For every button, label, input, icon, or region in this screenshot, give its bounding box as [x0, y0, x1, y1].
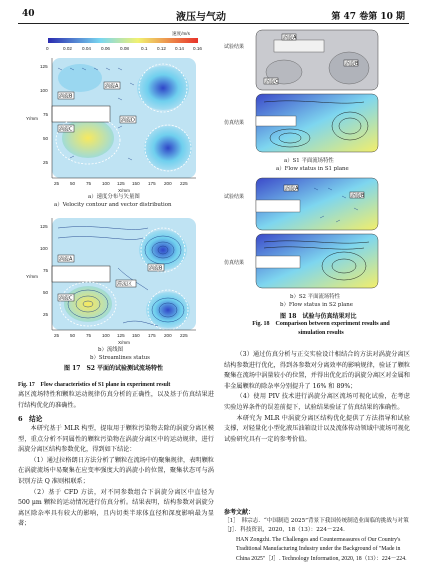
fig18a-experiment [256, 30, 378, 90]
colorbar [48, 38, 198, 43]
zone-label: 涡旋B [59, 93, 73, 100]
x-tick: 25 [54, 333, 60, 338]
x-tick: 150 [132, 181, 140, 186]
fig17-title-en: Fig. 17 Flow characteristics of S1 plane in experiment result [18, 382, 171, 388]
zone-label: 涡旋B [351, 192, 365, 199]
zone-label: 涡旋A [285, 185, 299, 192]
x-tick: 225 [180, 181, 188, 186]
fig18b-side-label: 仿真结果 [224, 260, 245, 266]
colorbar-tick: 0.1 [141, 46, 148, 51]
reference-1-cn: ［1］ 韩宗志．“中国制造 2025”背景下我国传统制造业面临的挑战与对策［J］．科技资讯，2020，18（13）：224－224． [224, 518, 409, 534]
fig17b-x-ticks [54, 333, 188, 338]
fig18-title-en: Fig. 18 Comparison between experiment results and simulation results [252, 321, 390, 336]
x-tick: 125 [117, 181, 125, 186]
zone-label: 涡旋C [59, 295, 73, 302]
left-column-text [18, 390, 214, 411]
fig18b-caption-en: b）Flow status in S2 plane [280, 302, 353, 308]
colorbar-tick: 0.08 [120, 46, 129, 51]
fig17b-plot [52, 218, 196, 330]
y-tick: 125 [40, 64, 48, 69]
x-tick: 200 [164, 181, 172, 186]
zone-label: 涡旋B [345, 60, 359, 67]
reference-1-en: HAN Zongzhi. The Challenges and Countermeasures of Our Country's Traditional Manufacturing Industry under the Background of "Made in China 2025"［J］. Technology Information, 2020, 18（13）：224－224. [236, 536, 407, 562]
fig17b-y-label: Y/mm [26, 274, 38, 279]
journal-title: 液压与气动 [176, 12, 226, 23]
colorbar-tick: 0.04 [82, 46, 91, 51]
x-tick: 200 [164, 333, 172, 338]
fig17a-x-label: X/mm [118, 188, 130, 193]
reference-1 [224, 517, 410, 564]
colorbar-tick: 0.16 [193, 46, 202, 51]
x-tick: 150 [132, 333, 140, 338]
y-tick: 50 [43, 290, 49, 295]
zone-label: 涡旋A [283, 34, 297, 41]
fig18a-caption-en: a）Flow status in S1 plane [276, 166, 349, 172]
zone-label: 滞流区 [117, 281, 133, 288]
y-tick: 125 [40, 224, 48, 229]
x-tick: 50 [70, 333, 76, 338]
fig18a-side-label: 试验结果 [224, 44, 245, 50]
fig18a-side-label: 仿真结果 [224, 120, 245, 126]
fig17a-caption-en: a）Velocity contour and vector distribution [54, 202, 172, 208]
y-tick: 75 [43, 112, 49, 117]
x-tick: 175 [148, 181, 156, 186]
zone-label: 涡旋A [59, 256, 73, 263]
y-tick: 100 [40, 88, 48, 93]
colorbar-tick: 0.12 [157, 46, 166, 51]
section-heading-conclusion: 6 结论 [18, 415, 43, 423]
zone-label: 涡旋A [105, 83, 119, 90]
fig17b-caption-en: b）Streamlines status [90, 355, 150, 361]
fig18a-simulation [256, 94, 378, 152]
x-tick: 75 [86, 333, 92, 338]
x-tick: 125 [117, 333, 125, 338]
fig17b-x-label: X/mm [118, 340, 130, 345]
issue-label: 第 47 卷第 10 期 [331, 12, 405, 22]
fig17a-caption-cn: a）速度分布与矢量图 [88, 194, 140, 200]
fig18b-side-label: 试验结果 [224, 194, 245, 200]
paragraph-end: 本研究为 MLR 中涡旋分离区结构优化提供了方法指导和试验支撑，对轻量化小型化液压油箱设计以及流体传动领域中流场可视化试验研究具有一定的参考价值。 [224, 414, 410, 443]
conclusion-item-3: （3）通过仿真分析与正交实验设计相结合的方法对涡旋分离区结构参数进行优化，得到各参数对分离效率的影响规律，验证了颗粒聚集在流场中涡量较小的位置，并得出优化后的涡旋分离区对金属和非金属颗粒的除杂率分别提升了 16% 和 89%； [224, 351, 410, 390]
figure-17 [18, 28, 214, 378]
zone-label: 涡旋C [59, 126, 73, 133]
fig17b-caption-cn: b）流线图 [98, 347, 124, 353]
colorbar-tick: 0.14 [175, 46, 184, 51]
y-tick: 75 [43, 268, 49, 273]
paragraph-summary: 本研究基于 MLR 构型，提取用于颗粒污染物去除的涡旋分离区模型，重点分析不同属性的颗粒污染物在涡旋分离区中的运动规律，进行涡旋分离区结构参数优化，得到如下结论： [18, 425, 214, 454]
left-column-body [18, 424, 214, 530]
x-tick: 25 [54, 181, 60, 186]
zone-label: 涡旋D [121, 117, 135, 124]
zone-label: 涡旋C [265, 78, 279, 85]
colorbar-tick: 0 [46, 46, 49, 51]
colorbar-ticks [46, 46, 202, 51]
page-number: 40 [22, 9, 35, 19]
conclusion-item-2: （2）基于 CFD 方法，对不同参数组合下涡旋分离区中直径为 500 μm 颗粒的运动情况进行仿真分析。结果表明，结构参数对涡旋分离区除杂率具有较大的影响，且内切类半球体直径和深度影响最为显著； [18, 488, 214, 528]
x-tick: 75 [86, 181, 92, 186]
fig17a-y-ticks [40, 64, 49, 165]
x-tick: 100 [102, 181, 110, 186]
fig17-title-cn: 图 17 S2 平面的试验测试流场特性 [64, 365, 164, 372]
header-rule [18, 23, 409, 24]
fig17a-y-label: Y/mm [26, 116, 38, 121]
fig18a-caption-cn: a）S1 平面流场特性 [284, 158, 334, 164]
fig17a-x-ticks [54, 181, 188, 186]
colorbar-tick: 0.06 [101, 46, 110, 51]
paragraph-intro: 离区流场特性和颗粒运动规律仿真分析的正确性，以及基于仿真结果进行结构优化的准确性。 [18, 391, 214, 409]
x-tick: 100 [102, 333, 110, 338]
colorbar-tick: 0.02 [63, 46, 72, 51]
y-tick: 50 [43, 136, 49, 141]
fig18b-simulation [256, 234, 378, 288]
fig18-title-cn: 图 18 试验与仿真结果对比 [280, 313, 357, 320]
right-column-body [224, 350, 410, 445]
y-tick: 100 [40, 246, 48, 251]
fig18b-caption-cn: b）S2 平面流场特性 [290, 294, 341, 300]
x-tick: 175 [148, 333, 156, 338]
fig18b-experiment [256, 178, 378, 230]
x-tick: 50 [70, 181, 76, 186]
x-tick: 225 [180, 333, 188, 338]
fig17a-plot [52, 58, 196, 178]
fig17b-y-ticks [40, 224, 49, 317]
figure-18 [224, 28, 410, 348]
references-heading: 参考文献： [224, 509, 255, 516]
y-tick: 25 [43, 160, 49, 165]
colorbar-title: 速度/m/s [172, 31, 190, 36]
conclusion-item-1: （1）通过拉格朗日方法分析了颗粒在流场中的聚集规律，表明颗粒在涡旋流场中易聚集在应变率强度大的涡旋小的位置，聚集状态可与涡识别方法 Q 准则相联系； [18, 456, 214, 485]
y-tick: 25 [43, 312, 49, 317]
conclusion-item-4: （4）使用 PIV 技术进行涡旋分离区流场可视化试验，在考虑实验边界条件的误差前提下，试验结果验证了仿真结果的准确性。 [224, 393, 410, 411]
zone-label: 涡旋B [149, 265, 163, 272]
